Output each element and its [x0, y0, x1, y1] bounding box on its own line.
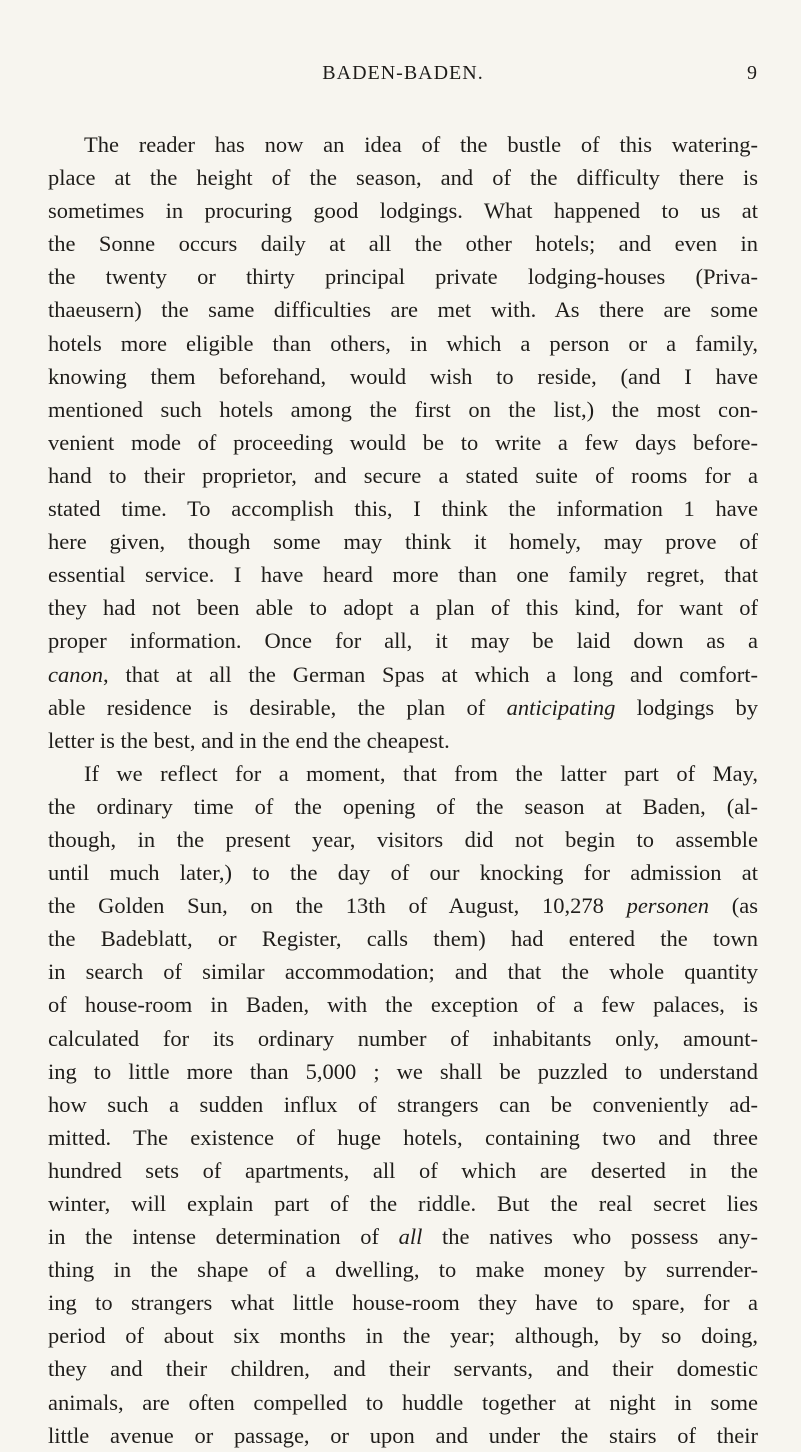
text-line: [48, 691, 758, 724]
text-line: winter, will explain part of the riddle. But the real secret lies: [48, 1191, 758, 1216]
italic-word: anticipating: [506, 694, 616, 720]
text-line: here given, though some may think it homely, may prove of: [48, 529, 758, 555]
text-segment: the natives who possess any-: [422, 1224, 758, 1250]
text-line: though, in the present year, visitors did not begin to assemble: [48, 826, 758, 852]
text-line: essential service. I have heard more than one family regret, that: [48, 562, 758, 588]
text-line: calculated for its ordinary number of inhabitants only, amount-: [48, 1025, 758, 1051]
text-line: sometimes in procuring good lodgings. What happened to us at: [48, 198, 758, 224]
text-line: If we reflect for a moment, that from the latter part of May,: [84, 760, 758, 786]
text-line: the Sonne occurs daily at all the other hotels; and even in: [48, 231, 758, 257]
page-number: 9: [747, 62, 758, 84]
italic-word: canon: [48, 661, 103, 687]
text-line: thing in the shape of a dwelling, to make money by surrender-: [48, 1257, 758, 1283]
text-line: [48, 889, 758, 922]
text-line: thaeusern) the same difficulties are met with. As there are some: [48, 297, 758, 323]
text-segment: , that at all the German Spas at which a long and comfort-: [103, 661, 758, 687]
text-line: period of about six months in the year; although, by so doing,: [48, 1323, 758, 1349]
body-text: [48, 128, 758, 1452]
text-line: knowing them beforehand, would wish to reside, (and I have: [48, 363, 758, 389]
text-line: the Badeblatt, or Register, calls them) had entered the town: [48, 926, 758, 952]
text-line: mentioned such hotels among the first on the list,) the most con-: [48, 396, 758, 422]
text-line: proper information. Once for all, it may be laid down as a: [48, 628, 758, 654]
running-head: [48, 62, 758, 92]
text-line: they had not been able to adopt a plan of this kind, for want of: [48, 595, 758, 621]
text-line: the ordinary time of the opening of the season at Baden, (al-: [48, 793, 758, 819]
text-line: ing to strangers what little house-room they have to spare, for a: [48, 1290, 758, 1316]
text-line: of house-room in Baden, with the exception of a few palaces, is: [48, 992, 758, 1018]
text-line: venient mode of proceeding would be to write a few days before-: [48, 429, 758, 455]
text-line: animals, are often compelled to huddle together at night in some: [48, 1389, 758, 1415]
text-segment: able residence is desirable, the plan of: [48, 694, 507, 720]
text-line: until much later,) to the day of our knocking for admission at: [48, 860, 758, 886]
text-line: hand to their proprietor, and secure a stated suite of rooms for a: [48, 462, 758, 488]
text-line: The reader has now an idea of the bustle of this watering-: [84, 132, 758, 157]
text-segment: (as: [709, 893, 758, 919]
book-page: [48, 62, 758, 1452]
italic-word: all: [398, 1224, 423, 1250]
text-line: ing to little more than 5,000 ; we shall be puzzled to understand: [48, 1058, 758, 1084]
text-line: in search of similar accommodation; and that the whole quantity: [48, 959, 758, 985]
text-line: place at the height of the season, and of the difficulty there is: [48, 165, 758, 191]
text-line: they and their children, and their servants, and their domestic: [48, 1356, 758, 1382]
text-segment: lodgings by: [615, 694, 759, 720]
text-line: [48, 1220, 758, 1253]
text-line: how such a sudden influx of strangers can be conveniently ad-: [48, 1091, 758, 1117]
italic-word: personen: [626, 893, 710, 919]
text-segment: the Golden Sun, on the 13th of August, 10,278: [48, 893, 627, 919]
text-line: mitted. The existence of huge hotels, containing two and three: [48, 1124, 758, 1150]
text-line: little avenue or passage, or upon and under the stairs of their: [48, 1422, 758, 1448]
text-line: the twenty or thirty principal private lodging-houses (Priva-: [48, 264, 758, 290]
text-line: letter is the best, and in the end the cheapest.: [48, 727, 450, 753]
text-line: hotels more eligible than others, in which a person or a family,: [48, 330, 758, 356]
text-line: hundred sets of apartments, all of which are deserted in the: [48, 1157, 758, 1183]
text-segment: in the intense determination of: [48, 1224, 399, 1250]
running-title: BADEN-BADEN.: [322, 62, 484, 84]
text-line: [48, 658, 758, 691]
text-line: stated time. To accomplish this, I think the information 1 have: [48, 496, 758, 522]
